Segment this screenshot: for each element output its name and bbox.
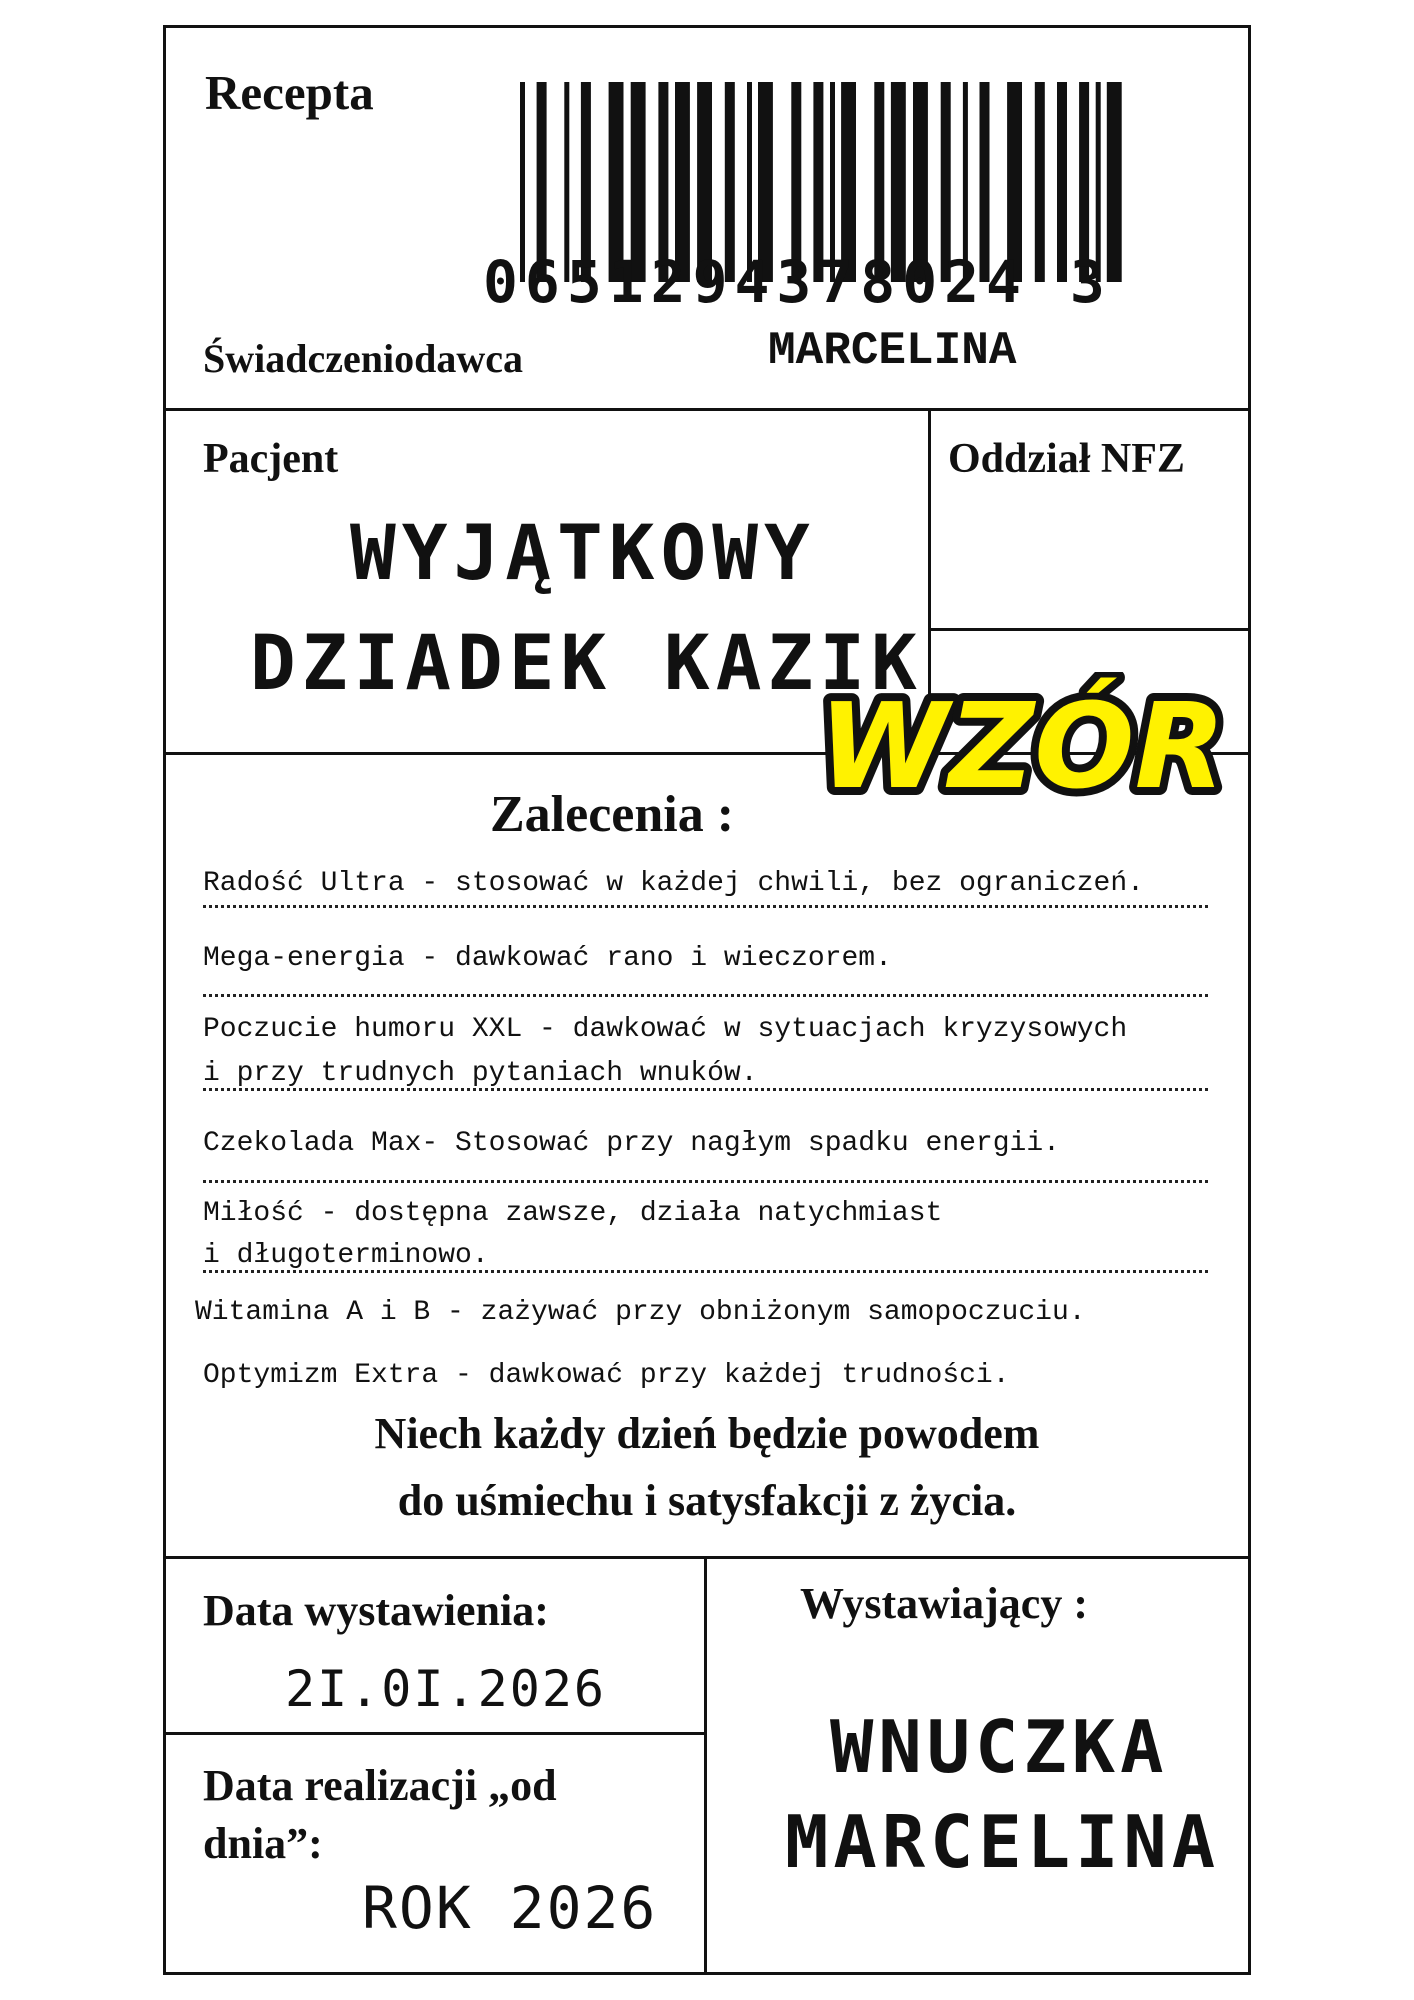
nfz-label: Oddział NFZ [948, 436, 1185, 482]
closing-line2: do uśmiechu i satysfakcji z życia. [397, 1476, 1017, 1525]
rx-line: Witamina A i B - zażywać przy obniżonym samopoczuciu. [195, 1297, 1086, 1328]
realization-label-line1: Data realizacji „od [203, 1761, 557, 1810]
issuer-label: Wystawiający : [800, 1579, 1088, 1628]
watermark-wzor [812, 672, 1232, 822]
divider-footer-vertical [704, 1556, 707, 1975]
issuer-line2: MARCELINA [785, 1800, 1221, 1884]
issuer-line1: WNUCZKA [830, 1705, 1169, 1789]
svg-text:WZÓR: WZÓR [818, 677, 1226, 815]
divider-header [163, 408, 1251, 411]
rx-line: Mega-energia - dawkować rano i wieczorem. [203, 943, 892, 974]
barcode-number: 0651294378024 3 [483, 248, 1112, 316]
realization-label-line2: dnia”: [203, 1819, 323, 1868]
closing-line1: Niech każdy dzień będzie powodem [374, 1409, 1040, 1458]
rx-line: Czekolada Max- Stosować przy nagłym spadku energii. [203, 1128, 1060, 1159]
rx-line: Poczucie humoru XXL - dawkować w sytuacjach kryzysowych [203, 1014, 1128, 1045]
issue-date-label: Data wystawienia: [203, 1586, 549, 1635]
patient-name-line1: WYJĄTKOWY [350, 508, 816, 597]
dotted-line [203, 905, 1208, 908]
rx-line: i długoterminowo. [203, 1240, 489, 1271]
divider-footer-left [163, 1732, 705, 1735]
recommendations-title: Zalecenia : [490, 786, 735, 843]
dotted-line [203, 994, 1208, 997]
rx-line: Optymizm Extra - dawkować przy każdej trudności. [203, 1360, 1010, 1391]
issue-date-value: 2I.0I.2026 [285, 1660, 607, 1718]
provider-label: Świadczeniodawca [203, 336, 523, 381]
rx-line: Miłość - dostępna zawsze, działa natychmiast [203, 1198, 943, 1229]
divider-nfz-horizontal [930, 628, 1251, 631]
divider-recommendations [163, 1556, 1251, 1559]
dotted-line [203, 1270, 1208, 1273]
document-title: Recepta [205, 65, 374, 120]
realization-value: ROK 2026 [362, 1874, 658, 1942]
dotted-line [203, 1088, 1208, 1091]
provider-value: MARCELINA [768, 325, 1017, 377]
patient-label: Pacjent [203, 436, 339, 482]
rx-line: Radość Ultra - stosować w każdej chwili, bez ograniczeń. [203, 868, 1144, 899]
dotted-line [203, 1180, 1208, 1183]
rx-line: i przy trudnych pytaniach wnuków. [203, 1058, 758, 1089]
patient-name-line2: DZIADEK KAZIK [250, 618, 923, 707]
